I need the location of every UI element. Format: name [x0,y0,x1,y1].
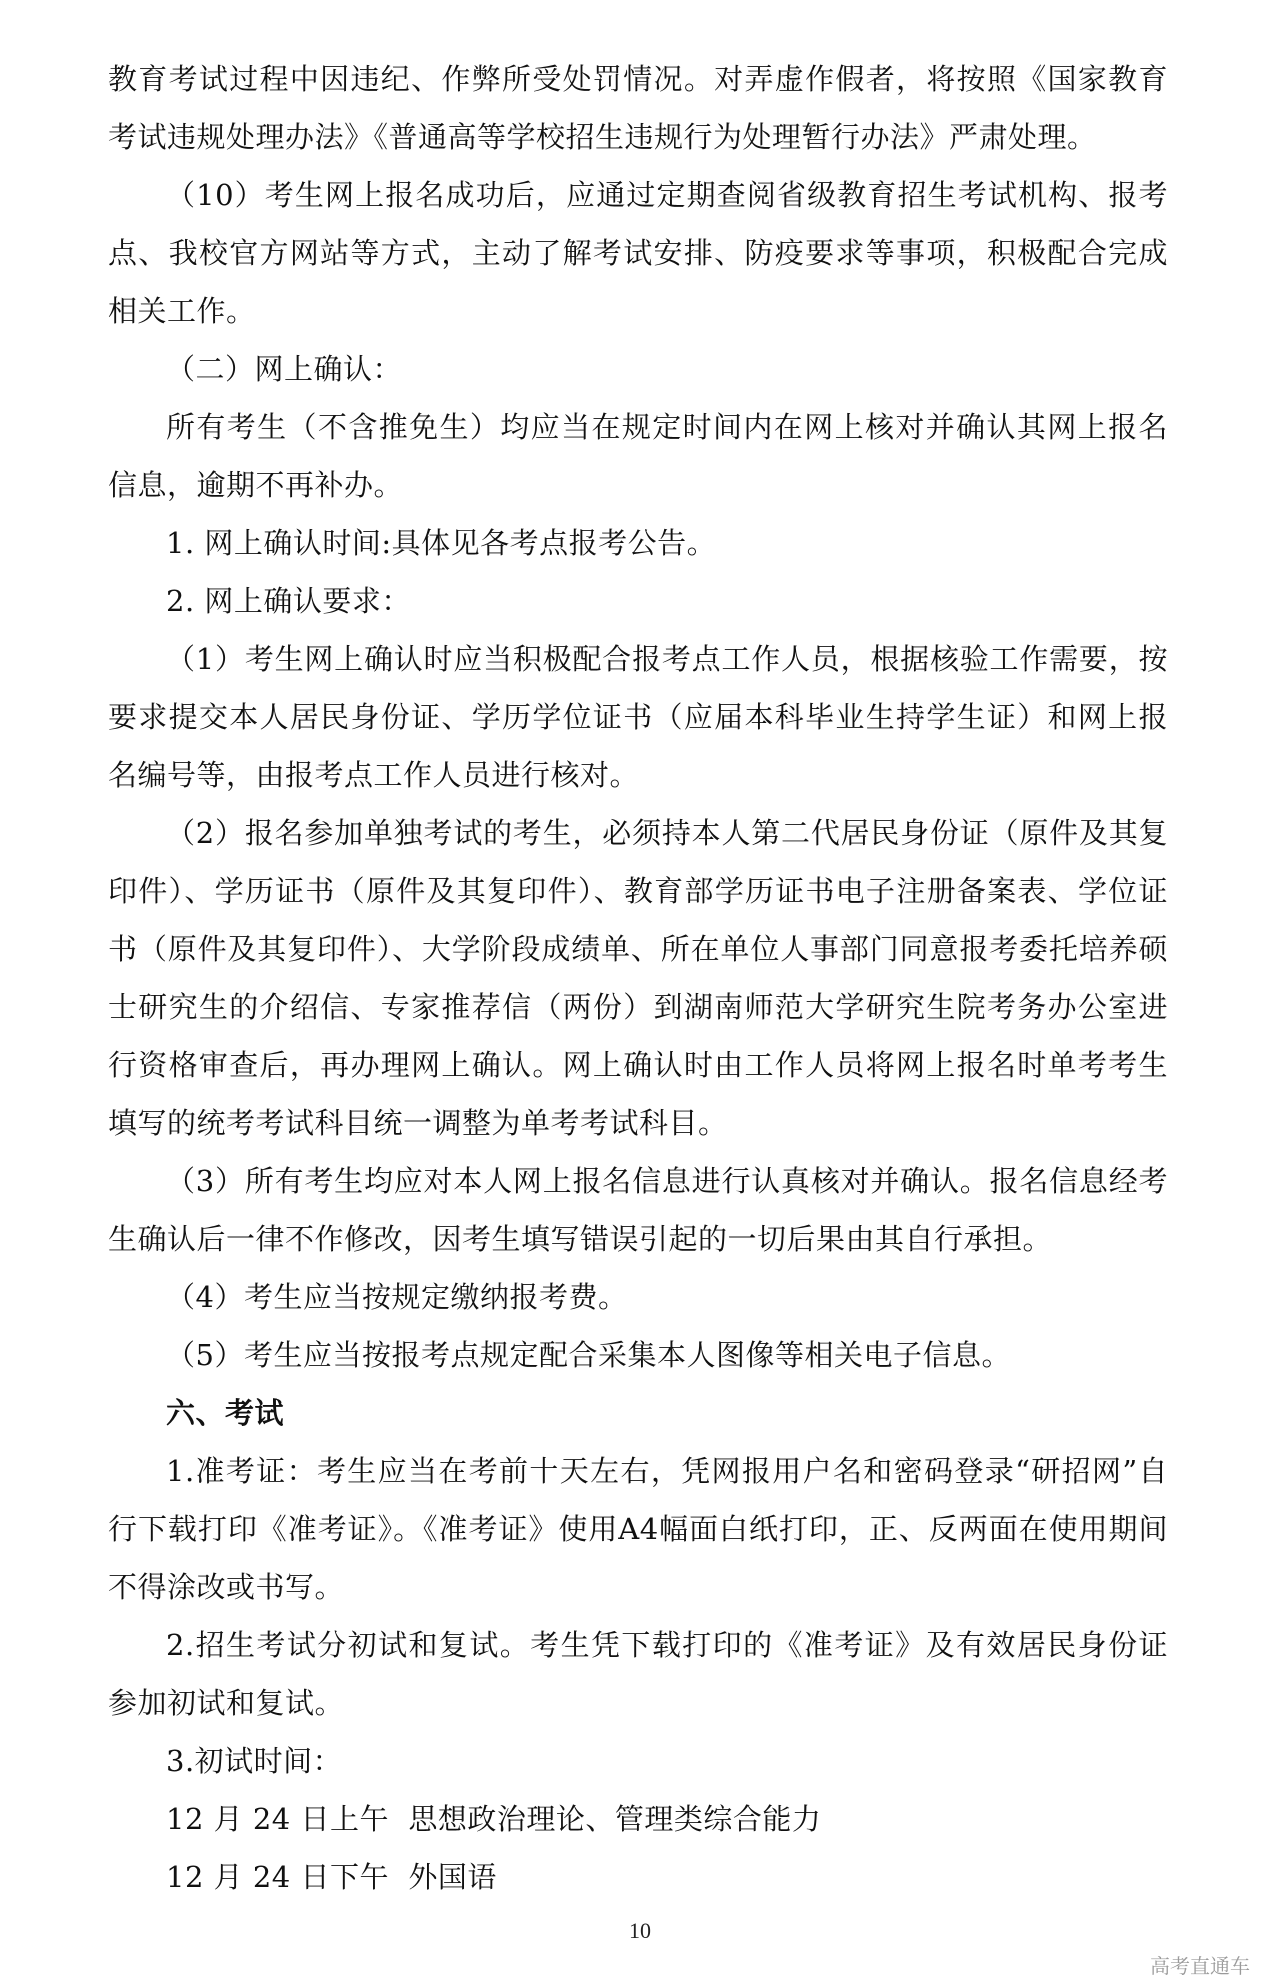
section-heading-online-confirm: （二）网上确认： [166,352,403,386]
paragraph-first-exam-time: 3.初试时间： [166,1744,343,1778]
watermark-text: 高考直通车 [1150,1954,1250,1978]
paragraph-requirement-2: （2）报名参加单独考试的考生，必须持本人第二代居民身份证（原件及其复印件）、学历证书（原件及其复印件）、教育部学历证书电子注册备案表、学位证书（原件及其复印件）、大学阶段成绩单、所在单位人事部门同意报考委托培养硕士研究生的介绍信、专家推荐信（两份）到湖南师范大学研究生院考务办公室进行资格审查后，再办理网上确认。网上确认时由工作人员将网上报名时单考考生填写的统考考试科目统一调整为单考考试科目。 [108,816,1168,1140]
paragraph-confirm-intro: 所有考生（不含推免生）均应当在规定时间内在网上核对并确认其网上报名信息，逾期不再补办。 [108,410,1168,502]
paragraph-requirement-3: （3）所有考生均应对本人网上报名信息进行认真核对并确认。报名信息经考生确认后一律不作修改，因考生填写错误引起的一切后果由其自行承担。 [108,1164,1168,1256]
paragraph-requirement-1: （1）考生网上确认时应当积极配合报考点工作人员，根据核验工作需要，按要求提交本人居民身份证、学历学位证书（应届本科毕业生持学生证）和网上报名编号等，由报考点工作人员进行核对。 [108,642,1168,792]
paragraph-requirement-5: （5）考生应当按报考点规定配合采集本人图像等相关电子信息。 [166,1338,1011,1372]
paragraph-confirm-time: 1. 网上确认时间:具体见各考点报考公告。 [166,526,717,560]
paragraph-admission-ticket: 1.准考证：考生应当在考前十天左右，凭网报用户名和密码登录“研招网”自行下载打印《准考证》。《准考证》使用A4幅面白纸打印，正、反两面在使用期间不得涂改或书写。 [108,1454,1168,1604]
paragraph-item-10: （10）考生网上报名成功后，应通过定期查阅省级教育招生考试机构、报考点、我校官方网站等方式，主动了解考试安排、防疫要求等事项，积极配合完成相关工作。 [108,178,1168,328]
document-body [108,50,1168,1906]
section-heading-exam: 六、考试 [166,1396,285,1430]
schedule-afternoon: 12 月 24 日下午 外国语 [166,1860,497,1894]
paragraph-requirement-4: （4）考生应当按规定缴纳报考费。 [166,1280,628,1314]
paragraph-exam-stages: 2.招生考试分初试和复试。考生凭下载打印的《准考证》及有效居民身份证参加初试和复试。 [108,1628,1168,1720]
paragraph-penalty-note: 教育考试过程中因违纪、作弊所受处罚情况。对弄虚作假者，将按照《国家教育考试违规处理办法》《普通高等学校招生违规行为处理暂行办法》严肃处理。 [108,62,1168,154]
schedule-morning: 12 月 24 日上午 思想政治理论、管理类综合能力 [166,1802,822,1836]
paragraph-confirm-requirements: 2. 网上确认要求： [166,584,411,618]
page-number: 10 [629,1918,651,1943]
